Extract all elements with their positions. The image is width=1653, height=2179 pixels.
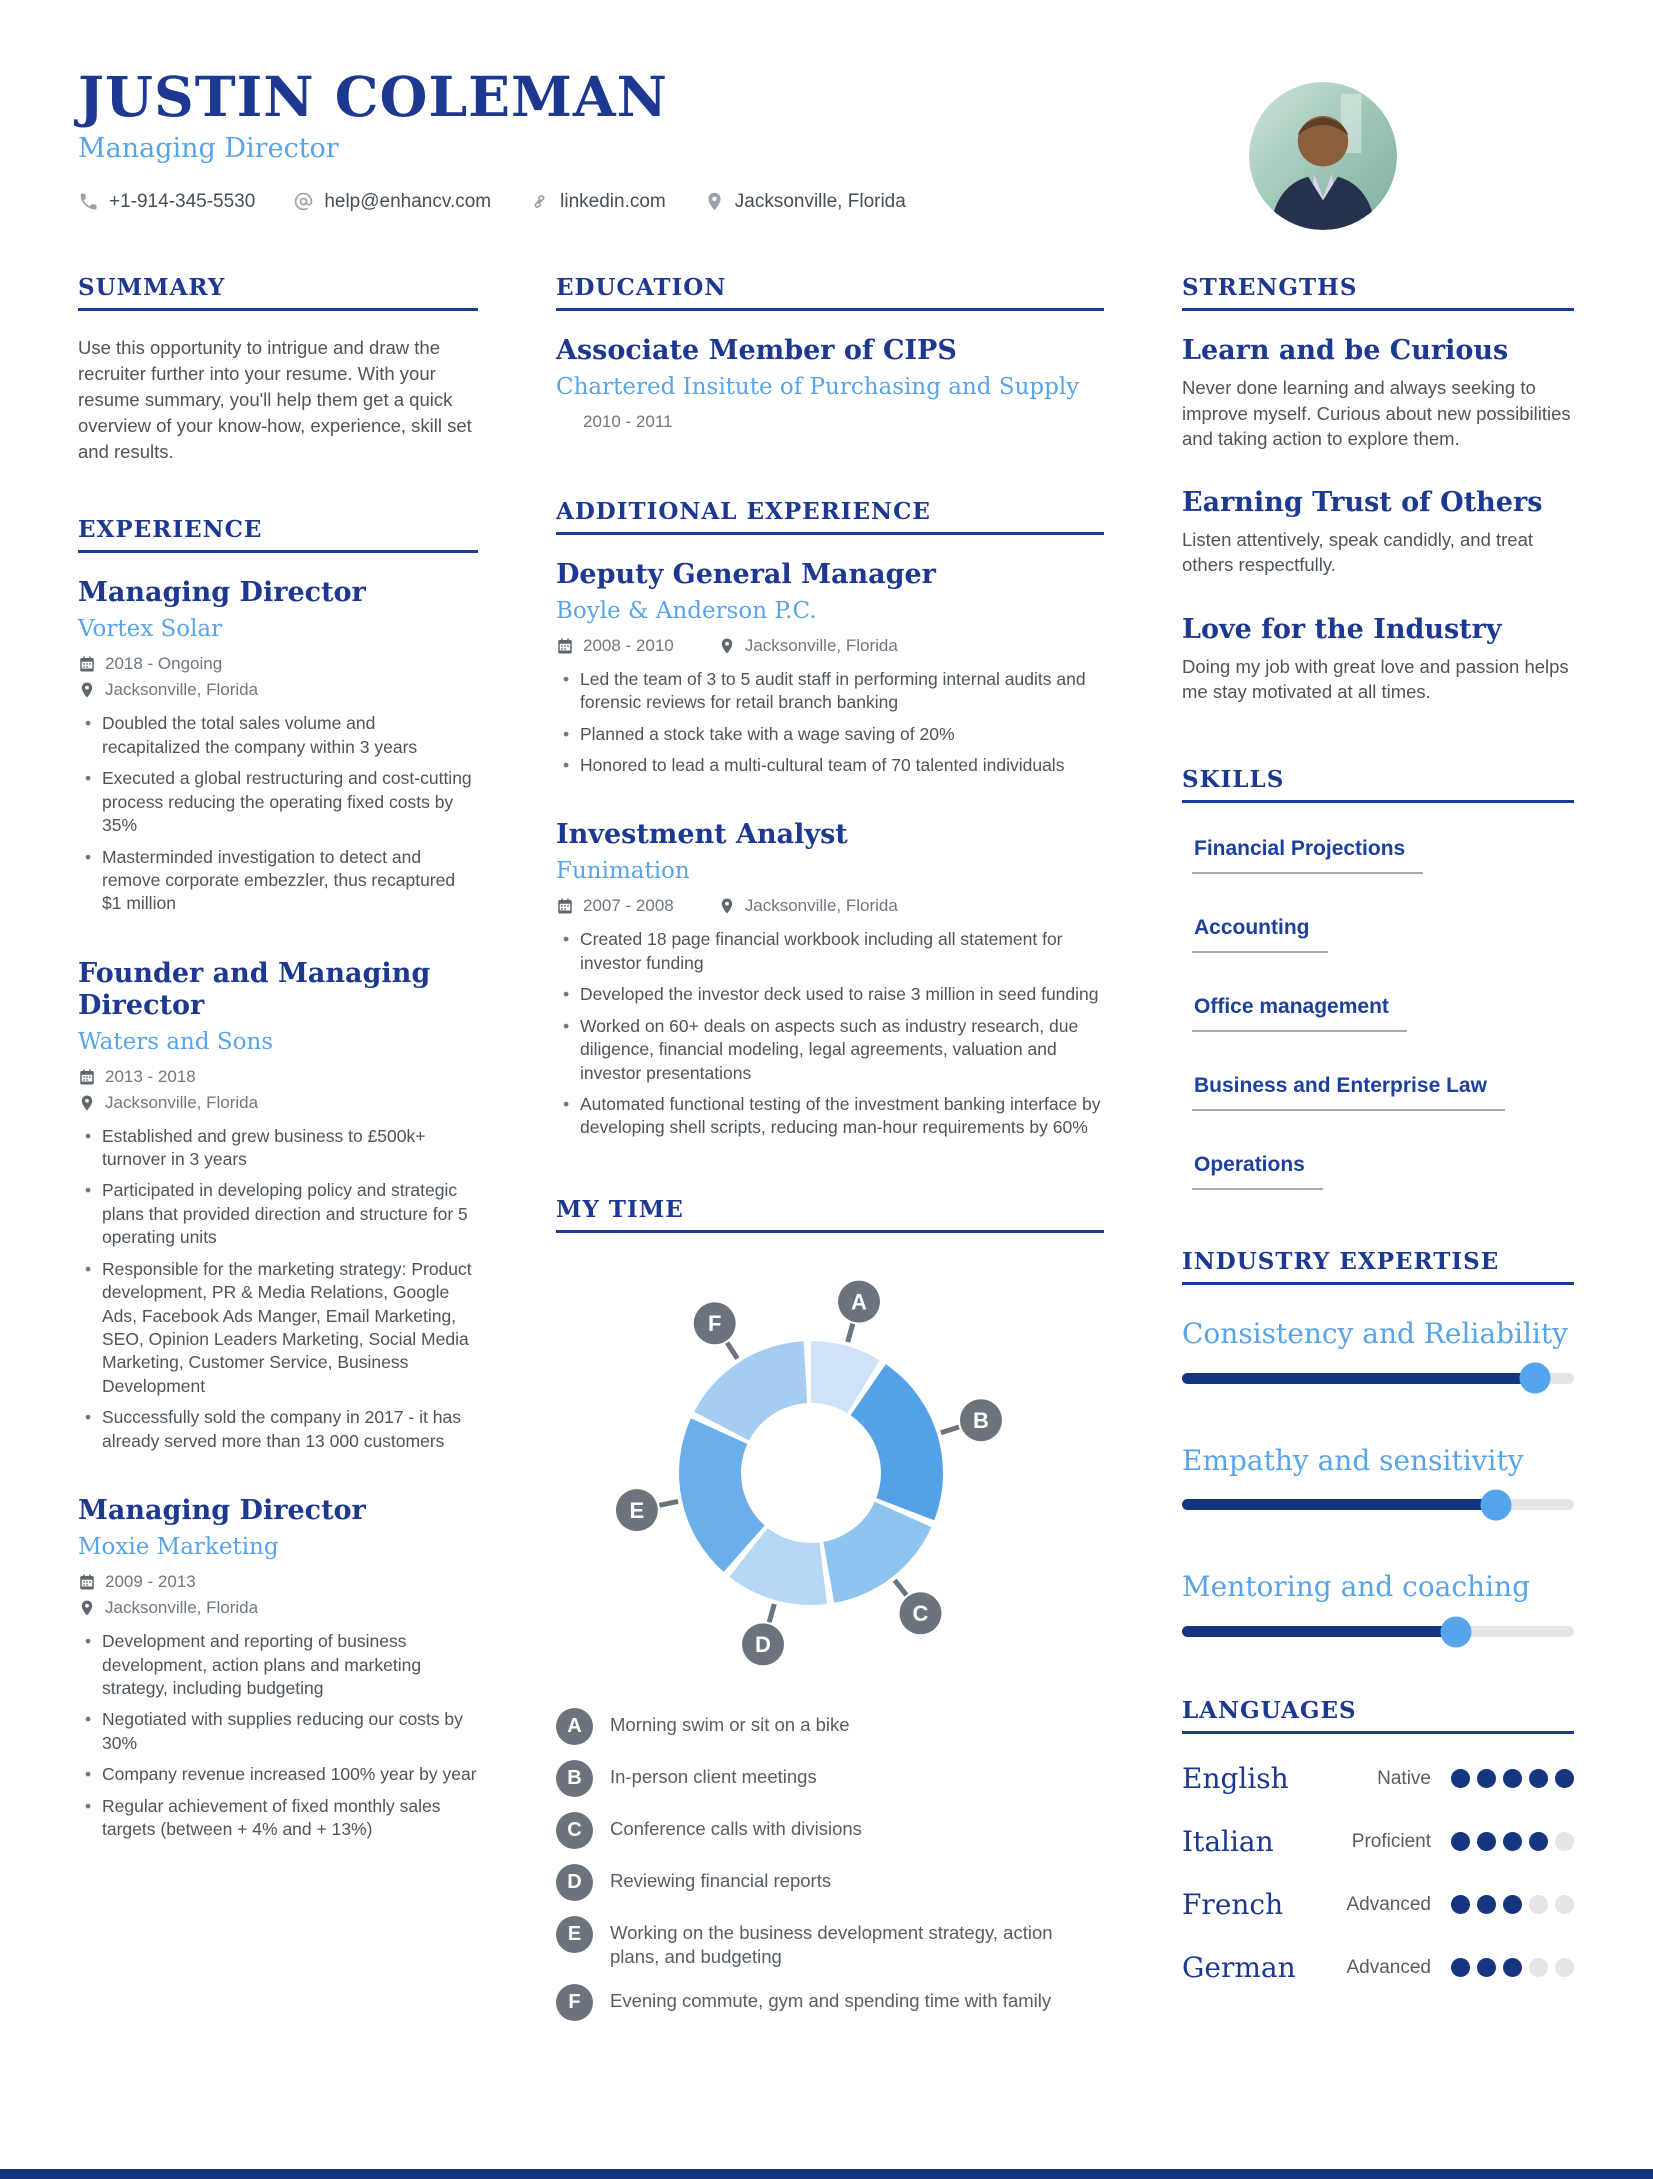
resume-header bbox=[0, 0, 1653, 230]
location-icon bbox=[78, 1599, 96, 1617]
language-level: Advanced bbox=[1346, 1956, 1431, 1978]
bullet-point: • Created 18 page financial workbook including all statement for investor funding bbox=[580, 928, 1104, 975]
legend-text: Evening commute, gym and spending time with family bbox=[610, 1989, 1052, 2011]
svg-text:E: E bbox=[629, 1497, 645, 1523]
calendar-icon bbox=[78, 1068, 96, 1086]
education-section bbox=[556, 274, 1104, 432]
email-icon bbox=[293, 191, 314, 212]
bullet-point: • Established and grew business to £500k+ turnover in 3 years bbox=[102, 1125, 478, 1172]
legend-item bbox=[556, 1708, 1104, 1745]
languages-list bbox=[1182, 1762, 1574, 1984]
education-dates: 2010 - 2011 bbox=[583, 411, 673, 431]
right-column bbox=[1182, 274, 1574, 2073]
dot-empty bbox=[1555, 1895, 1574, 1914]
strength-title: Love for the Industry bbox=[1182, 613, 1502, 645]
skill-item: Operations bbox=[1192, 1153, 1323, 1190]
language-dots bbox=[1451, 1832, 1574, 1851]
legend-item bbox=[556, 1812, 1104, 1849]
legend-item bbox=[556, 1984, 1104, 2021]
donut-chart-svg bbox=[556, 1257, 1104, 1689]
language-level: Proficient bbox=[1351, 1830, 1431, 1852]
job-location: Jacksonville, Florida bbox=[744, 635, 898, 655]
skill-item: Office management bbox=[1192, 995, 1407, 1032]
strengths-section bbox=[1182, 274, 1574, 704]
legend-badge: C bbox=[556, 1812, 593, 1849]
bullet-point: • Responsible for the marketing strategy: Product development, PR & Media Relations, Google Ads, Facebook Ads Manger, Email Marketing, SEO, Opinion Leaders Marketing, Social Media Marketing, Customer Service, Business Development bbox=[102, 1258, 478, 1399]
job-bullets bbox=[556, 668, 1104, 778]
job-meta bbox=[556, 896, 1104, 916]
legend-badge: A bbox=[556, 1708, 593, 1745]
experience-entry bbox=[556, 559, 1104, 778]
summary-heading: SUMMARY bbox=[78, 274, 478, 311]
school-name: Chartered Insitute of Purchasing and Supply bbox=[556, 373, 1080, 400]
legend-text: Conference calls with divisions bbox=[610, 1817, 862, 1839]
expertise-slider[interactable] bbox=[1182, 1373, 1574, 1384]
job-bullets bbox=[556, 928, 1104, 1140]
strength-item bbox=[1182, 335, 1574, 451]
language-dots bbox=[1451, 1895, 1574, 1914]
expertise-item bbox=[1182, 1317, 1574, 1384]
language-name: German bbox=[1182, 1951, 1296, 1985]
dot-filled bbox=[1477, 1958, 1496, 1977]
dot-empty bbox=[1529, 1958, 1548, 1977]
expertise-slider[interactable] bbox=[1182, 1626, 1574, 1637]
calendar-icon bbox=[78, 655, 96, 673]
location-icon bbox=[718, 637, 736, 655]
job-company: Funimation bbox=[556, 858, 690, 885]
legend-badge: F bbox=[556, 1984, 593, 2021]
bullet-point: • Regular achievement of fixed monthly sales targets (between + 4% and + 13%) bbox=[102, 1795, 478, 1842]
job-bullets bbox=[78, 712, 478, 916]
content-columns bbox=[0, 274, 1653, 2073]
expertise-item bbox=[1182, 1444, 1574, 1511]
dot-empty bbox=[1529, 1895, 1548, 1914]
legend-badge: E bbox=[556, 1916, 593, 1953]
contact-item[interactable] bbox=[704, 191, 906, 213]
dot-filled bbox=[1451, 1958, 1470, 1977]
svg-text:B: B bbox=[973, 1407, 989, 1433]
legend-badge: B bbox=[556, 1760, 593, 1797]
dot-filled bbox=[1503, 1769, 1522, 1788]
expertise-slider[interactable] bbox=[1182, 1499, 1574, 1510]
expertise-label: Mentoring and coaching bbox=[1182, 1570, 1530, 1604]
dot-filled bbox=[1503, 1895, 1522, 1914]
bullet-point: • Participated in developing policy and strategic plans that provided direction and structure for 5 operating units bbox=[102, 1179, 478, 1249]
calendar-icon bbox=[556, 637, 574, 655]
language-dots bbox=[1451, 1769, 1574, 1788]
bullet-point: • Successfully sold the company in 2017 - it has already served more than 13 000 customers bbox=[102, 1406, 478, 1453]
link-icon bbox=[529, 191, 550, 212]
skills-section bbox=[1182, 766, 1574, 1190]
slider-fill bbox=[1182, 1499, 1496, 1510]
experience-list bbox=[78, 577, 478, 1841]
contact-item[interactable] bbox=[293, 191, 491, 213]
job-headline: Managing Director bbox=[78, 132, 339, 164]
language-level: Advanced bbox=[1346, 1893, 1431, 1915]
dot-filled bbox=[1529, 1832, 1548, 1851]
dot-filled bbox=[1477, 1895, 1496, 1914]
job-dates: 2009 - 2013 bbox=[105, 1572, 196, 1592]
contact-row bbox=[78, 191, 906, 213]
dot-empty bbox=[1555, 1832, 1574, 1851]
svg-text:D: D bbox=[755, 1631, 771, 1657]
dot-filled bbox=[1529, 1769, 1548, 1788]
contact-text: linkedin.com bbox=[560, 190, 666, 212]
experience-entry bbox=[78, 1495, 478, 1841]
time-donut-chart bbox=[556, 1257, 1104, 1694]
location-icon bbox=[718, 897, 736, 915]
language-row bbox=[1182, 1951, 1574, 1984]
dot-filled bbox=[1451, 1895, 1470, 1914]
strength-text: Doing my job with great love and passion helps me stay motivated at all times. bbox=[1182, 655, 1569, 703]
slider-fill bbox=[1182, 1373, 1535, 1384]
my-time-section bbox=[556, 1196, 1104, 2021]
job-company: Vortex Solar bbox=[78, 616, 223, 643]
job-meta bbox=[556, 636, 1104, 656]
experience-entry bbox=[78, 958, 478, 1453]
job-meta bbox=[78, 1572, 478, 1618]
skill-item: Accounting bbox=[1192, 916, 1328, 953]
experience-entry bbox=[78, 577, 478, 915]
languages-heading: LANGUAGES bbox=[1182, 1697, 1574, 1734]
calendar-icon bbox=[556, 413, 574, 431]
location-icon bbox=[78, 1094, 96, 1112]
job-location: Jacksonville, Florida bbox=[105, 680, 259, 700]
experience-entry bbox=[556, 819, 1104, 1139]
footer-accent-bar bbox=[0, 2169, 1653, 2179]
job-dates: 2007 - 2008 bbox=[583, 896, 674, 916]
job-company: Waters and Sons bbox=[78, 1028, 274, 1055]
bullet-point: • Doubled the total sales volume and recapitalized the company within 3 years bbox=[102, 712, 478, 759]
job-dates: 2008 - 2010 bbox=[583, 635, 674, 655]
dot-filled bbox=[1503, 1958, 1522, 1977]
strength-item bbox=[1182, 487, 1574, 578]
legend-text: Reviewing financial reports bbox=[610, 1869, 832, 1891]
job-title: Managing Director bbox=[78, 1495, 366, 1527]
contact-item[interactable] bbox=[78, 191, 255, 213]
additional-experience-heading: ADDITIONAL EXPERIENCE bbox=[556, 498, 1104, 535]
job-company: Boyle & Anderson P.C. bbox=[556, 597, 817, 624]
location-icon bbox=[704, 191, 725, 212]
bullet-point: • Worked on 60+ deals on aspects such as industry research, due diligence, financial modeling, legal agreements, valuation and investor presentations bbox=[580, 1015, 1104, 1085]
language-row bbox=[1182, 1825, 1574, 1858]
job-company: Moxie Marketing bbox=[78, 1534, 279, 1561]
calendar-icon bbox=[78, 1573, 96, 1591]
job-dates: 2018 - Ongoing bbox=[105, 654, 223, 674]
job-bullets bbox=[78, 1630, 478, 1842]
job-title: Founder and Managing Director bbox=[78, 957, 431, 1021]
skill-item: Financial Projections bbox=[1192, 837, 1423, 874]
dot-filled bbox=[1477, 1832, 1496, 1851]
job-bullets bbox=[78, 1125, 478, 1454]
expertise-list bbox=[1182, 1317, 1574, 1637]
legend-badge: D bbox=[556, 1864, 593, 1901]
legend-text: Working on the business development strategy, action plans, and budgeting bbox=[610, 1921, 1053, 1967]
additional-experience-section bbox=[556, 498, 1104, 1140]
job-location: Jacksonville, Florida bbox=[744, 896, 898, 916]
strength-title: Learn and be Curious bbox=[1182, 335, 1509, 366]
svg-text:F: F bbox=[707, 1310, 722, 1336]
phone-icon bbox=[78, 191, 99, 212]
expertise-label: Consistency and Reliability bbox=[1182, 1317, 1568, 1351]
bullet-point: • Planned a stock take with a wage saving of 20% bbox=[580, 723, 1104, 746]
contact-text: +1-914-345-5530 bbox=[109, 190, 256, 212]
strengths-list bbox=[1182, 335, 1574, 704]
job-location: Jacksonville, Florida bbox=[105, 1598, 259, 1618]
middle-column bbox=[556, 274, 1104, 2073]
contact-text: help@enhancv.com bbox=[324, 190, 492, 212]
strengths-heading: STRENGTHS bbox=[1182, 274, 1574, 311]
header-identity bbox=[78, 64, 906, 213]
experience-heading: EXPERIENCE bbox=[78, 516, 478, 553]
legend-item bbox=[556, 1916, 1104, 1969]
slider-fill bbox=[1182, 1626, 1456, 1637]
job-dates: 2013 - 2018 bbox=[105, 1066, 196, 1086]
legend-text: In-person client meetings bbox=[610, 1765, 817, 1787]
bullet-point: • Automated functional testing of the investment banking interface by developing shell scripts, reducing man-hour requirements by 60% bbox=[580, 1093, 1104, 1140]
summary-text: Use this opportunity to intrigue and draw the recruiter further into your resume. With your resume summary, you'll help them get a quick overview of your know-how, experience, skill set and results. bbox=[78, 337, 472, 462]
left-column bbox=[78, 274, 478, 2073]
contact-text: Jacksonville, Florida bbox=[734, 190, 906, 212]
dot-filled bbox=[1555, 1769, 1574, 1788]
bullet-point: • Honored to lead a multi-cultural team of 70 talented individuals bbox=[580, 754, 1104, 777]
legend-text: Morning swim or sit on a bike bbox=[610, 1713, 850, 1735]
dot-filled bbox=[1477, 1769, 1496, 1788]
language-name: French bbox=[1182, 1888, 1284, 1922]
skills-list bbox=[1182, 837, 1574, 1190]
job-meta bbox=[78, 1067, 478, 1113]
page-title: JUSTIN COLEMAN bbox=[78, 64, 668, 129]
industry-expertise-section bbox=[1182, 1248, 1574, 1637]
legend-item bbox=[556, 1760, 1104, 1797]
contact-item[interactable] bbox=[529, 191, 666, 213]
job-location: Jacksonville, Florida bbox=[105, 1092, 259, 1112]
bullet-point: • Developed the investor deck used to raise 3 million in seed funding bbox=[580, 983, 1104, 1006]
languages-section bbox=[1182, 1697, 1574, 1984]
location-icon bbox=[78, 681, 96, 699]
bullet-point: • Company revenue increased 100% year by year bbox=[102, 1763, 478, 1786]
calendar-icon bbox=[556, 897, 574, 915]
bullet-point: • Masterminded investigation to detect and remove corporate embezzler, thus recaptured $1 million bbox=[102, 846, 478, 916]
education-meta bbox=[556, 412, 1104, 432]
bullet-point: • Negotiated with supplies reducing our costs by 30% bbox=[102, 1708, 478, 1755]
dot-empty bbox=[1555, 1958, 1574, 1977]
chart-legend bbox=[556, 1708, 1104, 2021]
dot-filled bbox=[1503, 1832, 1522, 1851]
job-title: Deputy General Manager bbox=[556, 558, 936, 590]
bullet-point: • Development and reporting of business development, action plans and marketing strategy, including budgeting bbox=[102, 1630, 478, 1700]
job-meta bbox=[78, 654, 478, 700]
language-name: Italian bbox=[1182, 1825, 1274, 1859]
bullet-point: • Led the team of 3 to 5 audit staff in performing internal audits and forensic reviews for retail branch banking bbox=[580, 668, 1104, 715]
bullet-point: • Executed a global restructuring and cost-cutting process reducing the operating fixed costs by 35% bbox=[102, 767, 478, 837]
language-level: Native bbox=[1377, 1767, 1431, 1789]
expertise-item bbox=[1182, 1570, 1574, 1637]
dot-filled bbox=[1451, 1769, 1470, 1788]
summary-section bbox=[78, 274, 478, 464]
my-time-heading: MY TIME bbox=[556, 1196, 1104, 1233]
language-name: English bbox=[1182, 1762, 1289, 1796]
strength-text: Never done learning and always seeking to improve myself. Curious about new possibilities and taking action to explore them. bbox=[1182, 377, 1571, 449]
language-row bbox=[1182, 1762, 1574, 1795]
education-heading: EDUCATION bbox=[556, 274, 1104, 311]
strength-item bbox=[1182, 614, 1574, 705]
svg-text:C: C bbox=[912, 1600, 929, 1626]
slider-knob[interactable] bbox=[1441, 1616, 1472, 1647]
industry-expertise-heading: INDUSTRY EXPERTISE bbox=[1182, 1248, 1574, 1285]
additional-experience-list bbox=[556, 559, 1104, 1140]
avatar bbox=[1249, 82, 1397, 230]
strength-text: Listen attentively, speak candidly, and treat others respectfully. bbox=[1182, 529, 1534, 576]
legend-item bbox=[556, 1864, 1104, 1901]
job-title: Investment Analyst bbox=[556, 819, 848, 851]
job-title: Managing Director bbox=[78, 577, 366, 609]
language-dots bbox=[1451, 1958, 1574, 1977]
expertise-label: Empathy and sensitivity bbox=[1182, 1443, 1524, 1477]
dot-filled bbox=[1451, 1832, 1470, 1851]
skills-heading: SKILLS bbox=[1182, 766, 1574, 803]
degree-title: Associate Member of CIPS bbox=[556, 335, 957, 366]
svg-text:A: A bbox=[851, 1289, 867, 1315]
strength-title: Earning Trust of Others bbox=[1182, 486, 1543, 518]
skill-item: Business and Enterprise Law bbox=[1192, 1074, 1505, 1111]
slider-knob[interactable] bbox=[1519, 1363, 1550, 1394]
experience-section bbox=[78, 516, 478, 1841]
slider-knob[interactable] bbox=[1480, 1489, 1511, 1520]
language-row bbox=[1182, 1888, 1574, 1921]
